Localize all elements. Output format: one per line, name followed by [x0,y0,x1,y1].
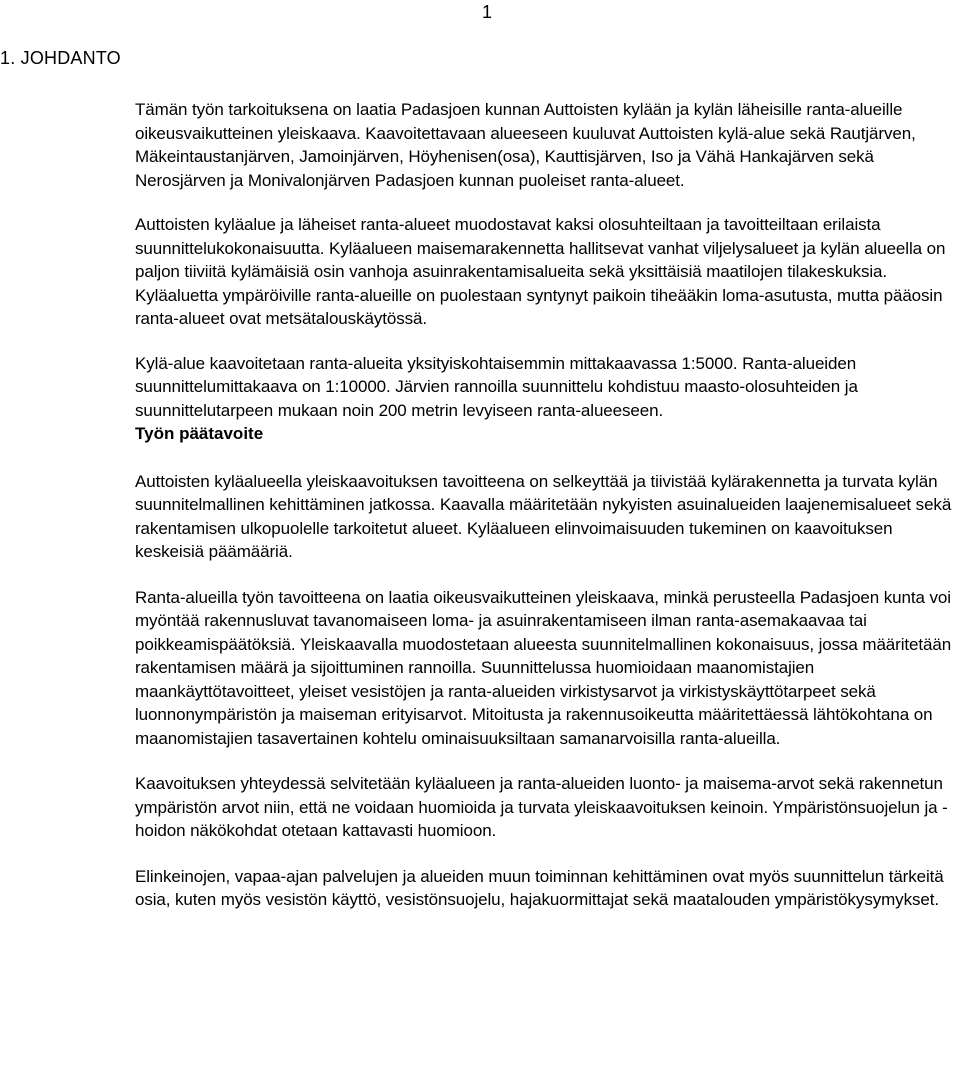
page-number: 1 [482,2,493,22]
goal-paragraph-shores: Ranta-alueilla työn tavoitteena on laatia oikeusvaikutteinen yleiskaava, minkä perusteella Padasjoen kunta voi myöntää rakennusluvat tavanomaiseen loma- ja asuinrakentamiseen ilman ranta-asemakaavaa tai poikkeamispäätöksiä. Yleiskaavalla muodostetaan alueesta suunnitelmallinen kokonaisuus, jossa määritetään rakentamisen määrä ja sijoittuminen rannoilla. Suunnittelussa huomioidaan maanomistajien maankäyttötavoitteet, yleiset vesistöjen ja ranta-alueiden virkistysarvot ja virkistyskäyttötarpeet sekä luonnonympäristön ja maiseman erityisarvot. Mitoitusta ja rakennusoikeutta määritettäessä lähtökohtana on maanomistajien tasavertainen kohtelu ominaisuuksiltaan samanarvoisilla ranta-alueilla. [135,587,952,748]
goal-paragraph-village: Auttoisten kyläalueella yleiskaavoituksen tavoitteena on selkeyttää ja tiivistää kylärakennetta ja turvata kylän suunnitelmallinen kehittäminen jatkossa. Kaavalla määritetään nykyisten asuinalueiden laajenemisalueet sekä rakentamisen ulkopuolelle tarkoitetut alueet. Kyläalueen elinvoimaisuuden tukeminen on kaavoituksen keskeisiä päämääriä. [135,471,952,561]
chapter-heading: 1. JOHDANTO [0,48,121,68]
intro-paragraph-scale: Kylä-alue kaavoitetaan ranta-alueita yksityiskohtaisemmin mittakaavassa 1:5000. Ranta-alueiden suunnittelumittakaava on 1:10000. Järvien rannoilla suunnittelu kohdistuu maasto-olosuhteiden ja suunnittelutarpeen mukaan noin 200 metrin levyiseen ranta-alueeseen. [135,353,858,420]
goal-paragraph-values: Kaavoituksen yhteydessä selvitetään kyläalueen ja ranta-alueiden luonto- ja maisema-arvot sekä rakennetun ympäristön arvot niin, että ne voidaan huomioida ja turvata yleiskaavoituksen keinoin. Ympäristönsuojelun ja -hoidon näkökohdat otetaan kattavasti huomioon. [135,774,948,840]
intro-paragraph-purpose: Tämän työn tarkoituksena on laatia Padasjoen kunnan Auttoisten kylään ja kylän läheisille ranta-alueille oikeusvaikutteinen yleiskaava. Kaavoitettavaan alueeseen kuuluvat Auttoisten kylä-alue sekä Rautjärven, Mäkeintaustanjärven, Jamoinjärven, Höyhenisen(osa), Kauttisjärven, Iso ja Vähä Hankajärven sekä Nerosjärven ja Monivalonjärven Padasjoen kunnan puoleiset ranta-alueet. [135,100,916,190]
document-body [135,98,960,912]
goal-paragraph-livelihoods: Elinkeinojen, vapaa-ajan palvelujen ja alueiden muun toiminnan kehittäminen ovat myös suunnittelun tärkeitä osia, kuten myös vesistön käyttö, vesistönsuojelu, hajakuormittajat sekä maatalouden ympäristökysymykset. [135,866,944,909]
intro-paragraph-areas: Auttoisten kyläalue ja läheiset ranta-alueet muodostavat kaksi olosuhteiltaan ja tavoitteiltaan erilaista suunnittelukokonaisuutta. Kyläalueen maisemarakennetta hallitsevat vanhat viljelysalueet ja kylän alueella on paljon tiiviitä kylämäisiä osin vanhoja asuinrakentamisalueita sekä yksittäisiä maatilojen tilakeskuksia. Kyläaluetta ympäröiville ranta-alueille on puolestaan syntynyt paikoin tiheääkin loma-asutusta, mutta pääosin ranta-alueet ovat metsätalouskäytössä. [135,215,946,328]
section-subheading: Työn päätavoite [135,424,264,443]
